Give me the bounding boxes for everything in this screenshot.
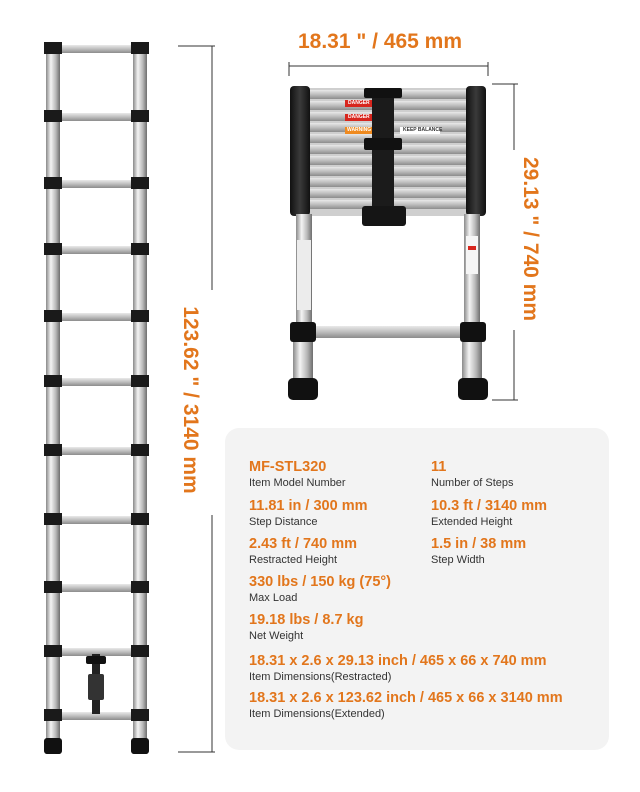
spec-label: Restracted Height (249, 554, 338, 566)
spec-value: 11 (431, 459, 447, 475)
handle-strap-icon (86, 654, 106, 714)
spec-extended-height (431, 497, 547, 529)
spec-model (249, 458, 346, 490)
width-dimension-label: 18.31 " / 465 mm (297, 30, 463, 53)
spec-label: Number of Steps (431, 477, 514, 489)
spec-label: Item Model Number (249, 477, 346, 489)
spec-value: 18.31 x 2.6 x 123.62 inch / 465 x 66 x 3140 mm (249, 690, 563, 706)
retracted-height-dimension-label: 29.13 " / 740 mm (519, 156, 542, 322)
spec-label: Extended Height (431, 516, 513, 528)
spec-value: 11.81 in / 300 mm (249, 498, 368, 514)
spec-net-weight (249, 611, 363, 643)
spec-value: 330 lbs / 150 kg (75°) (249, 574, 392, 590)
spec-max-load (249, 573, 391, 605)
spec-label: Net Weight (249, 630, 304, 642)
spec-steps (431, 458, 514, 490)
danger-sticker-2: DANGER (348, 114, 370, 120)
spec-label: Item Dimensions(Restracted) (249, 671, 392, 683)
spec-label: Item Dimensions(Extended) (249, 708, 385, 720)
spec-value: MF-STL320 (249, 459, 327, 475)
danger-sticker-1: DANGER (348, 100, 370, 106)
spec-dimensions-extended (249, 689, 563, 721)
spec-value: 19.18 lbs / 8.7 kg (249, 612, 364, 628)
spec-value: 2.43 ft / 740 mm (249, 536, 357, 552)
warning-sticker: WARNING (347, 127, 372, 133)
spec-card (225, 428, 609, 750)
balance-sticker: KEEP BALANCE (403, 127, 443, 133)
extended-height-dimension-label: 123.62 " / 3140 mm (179, 306, 202, 494)
spec-label: Step Width (431, 554, 485, 566)
spec-dimensions-retracted (249, 652, 546, 684)
spec-step-distance (249, 497, 368, 529)
spec-value: 1.5 in / 38 mm (431, 536, 527, 552)
spec-value: 10.3 ft / 3140 mm (431, 498, 548, 514)
spec-label: Step Distance (249, 516, 318, 528)
spec-step-width (431, 535, 526, 567)
spec-label: Max Load (249, 592, 298, 604)
spec-retracted-height (249, 535, 357, 567)
spec-value: 18.31 x 2.6 x 29.13 inch / 465 x 66 x 740 mm (249, 653, 547, 669)
retracted-ladder (288, 62, 518, 400)
